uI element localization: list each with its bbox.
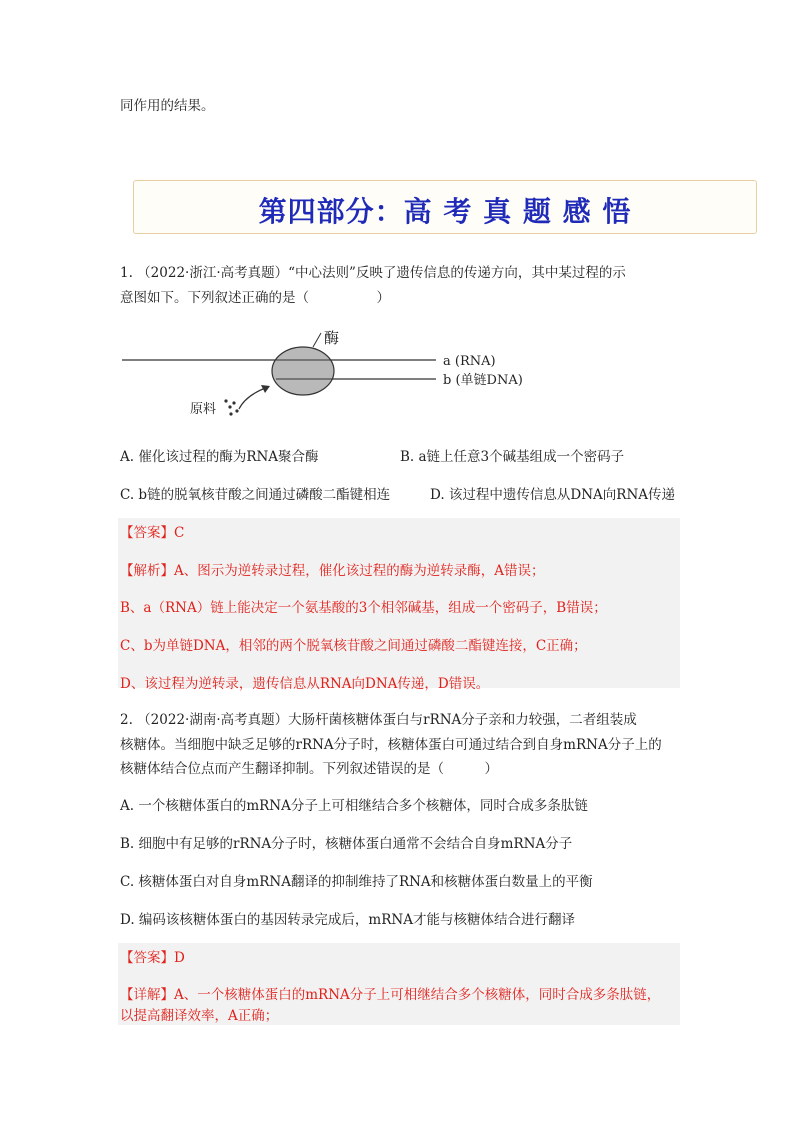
q2-option-a: A. 一个核糖体蛋白的mRNA分子上可相继结合多个核糖体，同时合成多条肽链 xyxy=(120,798,588,814)
section-title: 第四部分：高 考 真 题 感 悟 xyxy=(258,195,632,228)
q2-detail-text-1: A、一个核糖体蛋白的mRNA分子上可相继结合多个核糖体，同时合成多条肽链， xyxy=(174,987,661,1003)
enzyme-ellipse xyxy=(272,347,334,395)
intro-text: 同作用的结果。 xyxy=(120,98,215,114)
q2-stem-line1: 2. （2022·湖南·高考真题）大肠杆菌核糖体蛋白与rRNA分子亲和力较强，二者组装成 xyxy=(120,712,637,728)
q1-stem-line1: 1. （2022·浙江·高考真题）“中心法则”反映了遗传信息的传递方向，其中某过程的示 xyxy=(120,265,626,281)
q2-option-d: D. 编码该核糖体蛋白的基因转录完成后，mRNA才能与核糖体结合进行翻译 xyxy=(120,912,575,928)
label-enzyme: 酶 xyxy=(324,329,340,347)
enzyme-pointer xyxy=(313,333,321,347)
q1-diagram xyxy=(118,323,538,423)
q2-option-c: C. 核糖体蛋白对自身mRNA翻译的抑制维持了RNA和核糖体蛋白数量上的平衡 xyxy=(120,874,593,890)
label-raw-material: 原料 xyxy=(190,402,217,417)
q2-stem-line3: 核糖体结合位点而产生翻译抑制。下列叙述错误的是（ ） xyxy=(120,761,498,777)
q1-analysis-4: D、该过程为逆转录，遗传信息从RNA向DNA传递，D错误。 xyxy=(120,676,490,692)
q2-detail-label: 【详解】 xyxy=(120,987,174,1003)
q1-option-a: A. 催化该过程的酶为RNA聚合酶 xyxy=(120,449,319,465)
q1-answer xyxy=(120,523,184,543)
q2-detail-2: 以提高翻译效率，A正确； xyxy=(120,1008,279,1024)
q1-option-c: C. b链的脱氧核苷酸之间通过磷酸二酯键相连 xyxy=(120,487,391,503)
section-banner xyxy=(133,180,757,234)
q1-option-b: B. a链上任意3个碱基组成一个密码子 xyxy=(400,449,625,465)
q2-answer-label: 【答案】 xyxy=(120,950,174,966)
q2-answer xyxy=(120,948,185,968)
q1-analysis-2: B、a（RNA）链上能决定一个氨基酸的3个相邻碱基，组成一个密码子，B错误； xyxy=(120,600,607,616)
q1-analysis-3: C、b为单链DNA，相邻的两个脱氧核苷酸之间通过磷酸二酯键连接，C正确； xyxy=(120,638,587,654)
q2-detail-1 xyxy=(120,985,660,1005)
label-b: b (单链DNA) xyxy=(443,373,523,388)
q1-option-d: D. 该过程中遗传信息从DNA向RNA传递 xyxy=(430,487,676,503)
q1-analysis-text-1: A、图示为逆转录过程，催化该过程的酶为逆转录酶，A错误； xyxy=(174,563,545,579)
q1-analysis-1 xyxy=(120,561,545,581)
nucleotide-dots xyxy=(224,399,238,415)
q2-answer-value: D xyxy=(174,950,185,966)
q2-option-b: B. 细胞中有足够的rRNA分子时，核糖体蛋白通常不会结合自身mRNA分子 xyxy=(120,836,573,852)
q1-analysis-label: 【解析】 xyxy=(120,563,174,579)
q1-answer-value: C xyxy=(174,525,185,541)
q1-stem-line2: 意图如下。下列叙述正确的是（ ） xyxy=(120,290,390,306)
q2-stem-line2: 核糖体。当细胞中缺乏足够的rRNA分子时，核糖体蛋白可通过结合到自身mRNA分子上的 xyxy=(120,737,662,753)
label-a: a (RNA) xyxy=(443,354,496,369)
q1-answer-label: 【答案】 xyxy=(120,525,174,541)
